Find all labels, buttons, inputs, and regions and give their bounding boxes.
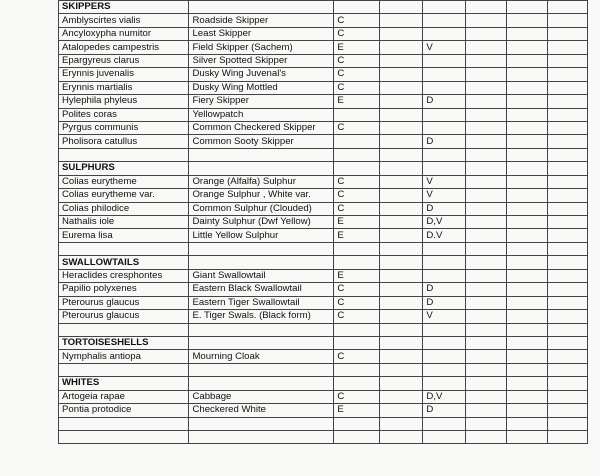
- empty-cell: [59, 242, 189, 255]
- empty-cell: [423, 377, 465, 390]
- note-code: V: [423, 41, 465, 54]
- empty-cell: [507, 390, 547, 403]
- species-row: [59, 41, 588, 54]
- empty-cell: [547, 350, 587, 363]
- group-heading: SULPHURS: [59, 162, 189, 175]
- status-code: E: [334, 404, 380, 417]
- empty-cell: [379, 148, 422, 161]
- scientific-name: Heraclides cresphontes: [59, 269, 189, 282]
- scientific-name: Colias eurytheme: [59, 175, 189, 188]
- empty-cell: [547, 14, 587, 27]
- empty-cell: [507, 283, 547, 296]
- spacer-row: [59, 148, 588, 161]
- empty-cell: [423, 162, 465, 175]
- note-code: V: [423, 310, 465, 323]
- empty-cell: [379, 283, 422, 296]
- empty-cell: [547, 431, 587, 444]
- note-code: D,V: [423, 216, 465, 229]
- empty-cell: [379, 256, 422, 269]
- scientific-name: Amblyscirtes vialis: [59, 14, 189, 27]
- empty-cell: [465, 41, 506, 54]
- note-code: D: [423, 95, 465, 108]
- scientific-name: Pyrgus communis: [59, 121, 189, 134]
- scientific-name: Colias eurytheme var.: [59, 189, 189, 202]
- note-code: [423, 350, 465, 363]
- species-row: [59, 95, 588, 108]
- species-row: [59, 390, 588, 403]
- scientific-name: Eurema lisa: [59, 229, 189, 242]
- empty-cell: [379, 121, 422, 134]
- empty-cell: [547, 216, 587, 229]
- scientific-name: Nathalis iole: [59, 216, 189, 229]
- empty-cell: [507, 148, 547, 161]
- empty-cell: [379, 336, 422, 349]
- note-code: [423, 54, 465, 67]
- empty-cell: [465, 81, 506, 94]
- empty-cell: [189, 162, 334, 175]
- group-heading: SWALLOWTAILS: [59, 256, 189, 269]
- status-code: E: [334, 41, 380, 54]
- species-row: [59, 27, 588, 40]
- empty-cell: [379, 229, 422, 242]
- species-row: [59, 14, 588, 27]
- status-code: C: [334, 283, 380, 296]
- scientific-name: Pterourus glaucus: [59, 310, 189, 323]
- group-heading-row: [59, 162, 588, 175]
- empty-cell: [334, 336, 380, 349]
- common-name: Eastern Tiger Swallowtail: [189, 296, 334, 309]
- empty-cell: [547, 68, 587, 81]
- note-code: V: [423, 189, 465, 202]
- empty-cell: [379, 296, 422, 309]
- status-code: C: [334, 202, 380, 215]
- empty-cell: [465, 162, 506, 175]
- species-row: [59, 81, 588, 94]
- empty-cell: [547, 296, 587, 309]
- empty-cell: [465, 14, 506, 27]
- note-code: [423, 14, 465, 27]
- common-name: Orange Sulphur , White var.: [189, 189, 334, 202]
- empty-cell: [547, 404, 587, 417]
- empty-cell: [189, 336, 334, 349]
- butterfly-checklist-table: [58, 0, 588, 444]
- group-heading-row: [59, 1, 588, 14]
- empty-cell: [465, 296, 506, 309]
- empty-cell: [507, 363, 547, 376]
- empty-cell: [334, 148, 380, 161]
- empty-cell: [59, 148, 189, 161]
- empty-cell: [547, 1, 587, 14]
- common-name: Cabbage: [189, 390, 334, 403]
- empty-cell: [379, 242, 422, 255]
- empty-cell: [423, 242, 465, 255]
- empty-cell: [507, 336, 547, 349]
- empty-cell: [379, 189, 422, 202]
- common-name: Giant Swallowtail: [189, 269, 334, 282]
- empty-cell: [59, 431, 189, 444]
- empty-cell: [465, 68, 506, 81]
- empty-cell: [507, 14, 547, 27]
- empty-cell: [507, 323, 547, 336]
- group-heading-row: [59, 256, 588, 269]
- scientific-name: Pterourus glaucus: [59, 296, 189, 309]
- empty-cell: [507, 95, 547, 108]
- scientific-name: Pholisora catullus: [59, 135, 189, 148]
- empty-cell: [465, 269, 506, 282]
- empty-cell: [547, 202, 587, 215]
- empty-cell: [547, 283, 587, 296]
- common-name: Dusky Wing Juvenal's: [189, 68, 334, 81]
- empty-cell: [547, 121, 587, 134]
- empty-cell: [189, 256, 334, 269]
- empty-cell: [379, 175, 422, 188]
- empty-cell: [547, 135, 587, 148]
- empty-cell: [379, 377, 422, 390]
- group-heading: WHITES: [59, 377, 189, 390]
- species-row: [59, 404, 588, 417]
- empty-cell: [334, 323, 380, 336]
- empty-cell: [547, 390, 587, 403]
- checklist-body: [59, 1, 588, 444]
- common-name: Eastern Black Swallowtail: [189, 283, 334, 296]
- empty-cell: [547, 269, 587, 282]
- empty-cell: [547, 148, 587, 161]
- empty-cell: [465, 27, 506, 40]
- note-code: D: [423, 296, 465, 309]
- species-row: [59, 54, 588, 67]
- empty-cell: [334, 431, 380, 444]
- empty-cell: [465, 350, 506, 363]
- status-code: [334, 108, 380, 121]
- empty-cell: [334, 256, 380, 269]
- empty-cell: [465, 135, 506, 148]
- empty-cell: [507, 81, 547, 94]
- empty-cell: [547, 256, 587, 269]
- empty-cell: [465, 283, 506, 296]
- empty-cell: [189, 431, 334, 444]
- common-name: E. Tiger Swals. (Black form): [189, 310, 334, 323]
- group-heading: SKIPPERS: [59, 1, 189, 14]
- common-name: Common Checkered Skipper: [189, 121, 334, 134]
- spacer-row: [59, 417, 588, 430]
- scientific-name: Colias philodice: [59, 202, 189, 215]
- empty-cell: [379, 95, 422, 108]
- empty-cell: [547, 162, 587, 175]
- status-code: C: [334, 310, 380, 323]
- scientific-name: Papilio polyxenes: [59, 283, 189, 296]
- empty-cell: [465, 431, 506, 444]
- species-row: [59, 135, 588, 148]
- status-code: E: [334, 95, 380, 108]
- species-row: [59, 283, 588, 296]
- empty-cell: [507, 54, 547, 67]
- spacer-row: [59, 431, 588, 444]
- empty-cell: [379, 202, 422, 215]
- empty-cell: [507, 41, 547, 54]
- note-code: [423, 121, 465, 134]
- empty-cell: [379, 54, 422, 67]
- empty-cell: [547, 95, 587, 108]
- empty-cell: [507, 1, 547, 14]
- note-code: V: [423, 175, 465, 188]
- group-heading-row: [59, 336, 588, 349]
- empty-cell: [547, 81, 587, 94]
- spacer-row: [59, 323, 588, 336]
- scientific-name: Atalopedes campestris: [59, 41, 189, 54]
- empty-cell: [334, 363, 380, 376]
- common-name: Orange (Alfalfa) Sulphur: [189, 175, 334, 188]
- species-row: [59, 189, 588, 202]
- species-row: [59, 202, 588, 215]
- empty-cell: [547, 54, 587, 67]
- note-code: [423, 269, 465, 282]
- scientific-name: Erynnis juvenalis: [59, 68, 189, 81]
- empty-cell: [507, 269, 547, 282]
- empty-cell: [465, 229, 506, 242]
- spacer-row: [59, 363, 588, 376]
- status-code: C: [334, 121, 380, 134]
- common-name: Common Sooty Skipper: [189, 135, 334, 148]
- status-code: E: [334, 269, 380, 282]
- empty-cell: [507, 27, 547, 40]
- empty-cell: [379, 216, 422, 229]
- empty-cell: [507, 417, 547, 430]
- status-code: C: [334, 189, 380, 202]
- species-row: [59, 121, 588, 134]
- note-code: [423, 27, 465, 40]
- empty-cell: [507, 296, 547, 309]
- species-row: [59, 68, 588, 81]
- species-row: [59, 216, 588, 229]
- empty-cell: [334, 377, 380, 390]
- empty-cell: [465, 377, 506, 390]
- empty-cell: [465, 54, 506, 67]
- scientific-name: Polites coras: [59, 108, 189, 121]
- status-code: C: [334, 27, 380, 40]
- empty-cell: [334, 162, 380, 175]
- common-name: Mourning Cloak: [189, 350, 334, 363]
- common-name: Little Yellow Sulphur: [189, 229, 334, 242]
- common-name: Dainty Sulphur (Dwf Yellow): [189, 216, 334, 229]
- empty-cell: [189, 377, 334, 390]
- empty-cell: [465, 310, 506, 323]
- empty-cell: [507, 310, 547, 323]
- empty-cell: [379, 135, 422, 148]
- note-code: D: [423, 202, 465, 215]
- empty-cell: [547, 242, 587, 255]
- empty-cell: [465, 404, 506, 417]
- empty-cell: [59, 417, 189, 430]
- group-heading-row: [59, 377, 588, 390]
- empty-cell: [423, 431, 465, 444]
- status-code: E: [334, 216, 380, 229]
- empty-cell: [189, 323, 334, 336]
- status-code: C: [334, 296, 380, 309]
- empty-cell: [507, 229, 547, 242]
- species-row: [59, 175, 588, 188]
- empty-cell: [547, 377, 587, 390]
- empty-cell: [379, 108, 422, 121]
- common-name: Roadside Skipper: [189, 14, 334, 27]
- status-code: C: [334, 14, 380, 27]
- empty-cell: [465, 1, 506, 14]
- common-name: Checkered White: [189, 404, 334, 417]
- note-code: D: [423, 283, 465, 296]
- empty-cell: [189, 363, 334, 376]
- empty-cell: [465, 336, 506, 349]
- species-row: [59, 269, 588, 282]
- empty-cell: [189, 148, 334, 161]
- empty-cell: [507, 242, 547, 255]
- empty-cell: [507, 108, 547, 121]
- empty-cell: [547, 336, 587, 349]
- empty-cell: [547, 108, 587, 121]
- note-code: [423, 81, 465, 94]
- empty-cell: [59, 323, 189, 336]
- scientific-name: Epargyreus clarus: [59, 54, 189, 67]
- empty-cell: [465, 202, 506, 215]
- empty-cell: [507, 350, 547, 363]
- empty-cell: [379, 323, 422, 336]
- empty-cell: [189, 1, 334, 14]
- empty-cell: [507, 377, 547, 390]
- empty-cell: [465, 148, 506, 161]
- common-name: Fiery Skipper: [189, 95, 334, 108]
- empty-cell: [423, 256, 465, 269]
- status-code: [334, 135, 380, 148]
- empty-cell: [189, 417, 334, 430]
- empty-cell: [189, 242, 334, 255]
- empty-cell: [465, 417, 506, 430]
- empty-cell: [379, 431, 422, 444]
- empty-cell: [334, 242, 380, 255]
- empty-cell: [379, 81, 422, 94]
- status-code: C: [334, 390, 380, 403]
- empty-cell: [379, 1, 422, 14]
- empty-cell: [507, 431, 547, 444]
- empty-cell: [423, 417, 465, 430]
- empty-cell: [423, 1, 465, 14]
- status-code: C: [334, 68, 380, 81]
- empty-cell: [379, 269, 422, 282]
- empty-cell: [379, 390, 422, 403]
- common-name: Common Sulphur (Clouded): [189, 202, 334, 215]
- note-code: D: [423, 404, 465, 417]
- scientific-name: Erynnis martialis: [59, 81, 189, 94]
- empty-cell: [465, 108, 506, 121]
- empty-cell: [465, 390, 506, 403]
- status-code: C: [334, 81, 380, 94]
- species-row: [59, 108, 588, 121]
- empty-cell: [465, 323, 506, 336]
- group-heading: TORTOISESHELLS: [59, 336, 189, 349]
- common-name: Yellowpatch: [189, 108, 334, 121]
- note-code: D: [423, 135, 465, 148]
- empty-cell: [547, 310, 587, 323]
- empty-cell: [507, 135, 547, 148]
- empty-cell: [379, 162, 422, 175]
- empty-cell: [379, 68, 422, 81]
- empty-cell: [507, 216, 547, 229]
- empty-cell: [465, 216, 506, 229]
- empty-cell: [59, 363, 189, 376]
- empty-cell: [334, 1, 380, 14]
- empty-cell: [379, 27, 422, 40]
- empty-cell: [379, 14, 422, 27]
- empty-cell: [379, 310, 422, 323]
- empty-cell: [507, 256, 547, 269]
- empty-cell: [423, 323, 465, 336]
- scientific-name: Ancyloxypha numitor: [59, 27, 189, 40]
- scientific-name: Nymphalis antiopa: [59, 350, 189, 363]
- scientific-name: Pontia protodice: [59, 404, 189, 417]
- empty-cell: [379, 350, 422, 363]
- empty-cell: [507, 121, 547, 134]
- empty-cell: [465, 189, 506, 202]
- empty-cell: [379, 417, 422, 430]
- empty-cell: [465, 242, 506, 255]
- empty-cell: [465, 121, 506, 134]
- species-row: [59, 296, 588, 309]
- empty-cell: [507, 175, 547, 188]
- note-code: [423, 68, 465, 81]
- scientific-name: Artogeia rapae: [59, 390, 189, 403]
- empty-cell: [334, 417, 380, 430]
- common-name: Dusky Wing Mottled: [189, 81, 334, 94]
- empty-cell: [423, 363, 465, 376]
- empty-cell: [547, 323, 587, 336]
- empty-cell: [547, 417, 587, 430]
- empty-cell: [423, 148, 465, 161]
- common-name: Field Skipper (Sachem): [189, 41, 334, 54]
- empty-cell: [379, 363, 422, 376]
- empty-cell: [465, 256, 506, 269]
- empty-cell: [547, 189, 587, 202]
- note-code: D.V: [423, 229, 465, 242]
- status-code: C: [334, 175, 380, 188]
- empty-cell: [423, 336, 465, 349]
- empty-cell: [465, 175, 506, 188]
- empty-cell: [507, 162, 547, 175]
- empty-cell: [547, 41, 587, 54]
- spacer-row: [59, 242, 588, 255]
- empty-cell: [507, 189, 547, 202]
- note-code: D,V: [423, 390, 465, 403]
- empty-cell: [547, 229, 587, 242]
- empty-cell: [547, 363, 587, 376]
- empty-cell: [507, 404, 547, 417]
- species-row: [59, 350, 588, 363]
- note-code: [423, 108, 465, 121]
- common-name: Silver Spotted Skipper: [189, 54, 334, 67]
- empty-cell: [379, 404, 422, 417]
- empty-cell: [507, 202, 547, 215]
- empty-cell: [507, 68, 547, 81]
- scientific-name: Hylephila phyleus: [59, 95, 189, 108]
- empty-cell: [379, 41, 422, 54]
- status-code: E: [334, 229, 380, 242]
- species-row: [59, 229, 588, 242]
- status-code: C: [334, 350, 380, 363]
- empty-cell: [465, 363, 506, 376]
- species-row: [59, 310, 588, 323]
- empty-cell: [547, 175, 587, 188]
- common-name: Least Skipper: [189, 27, 334, 40]
- empty-cell: [547, 27, 587, 40]
- empty-cell: [465, 95, 506, 108]
- status-code: C: [334, 54, 380, 67]
